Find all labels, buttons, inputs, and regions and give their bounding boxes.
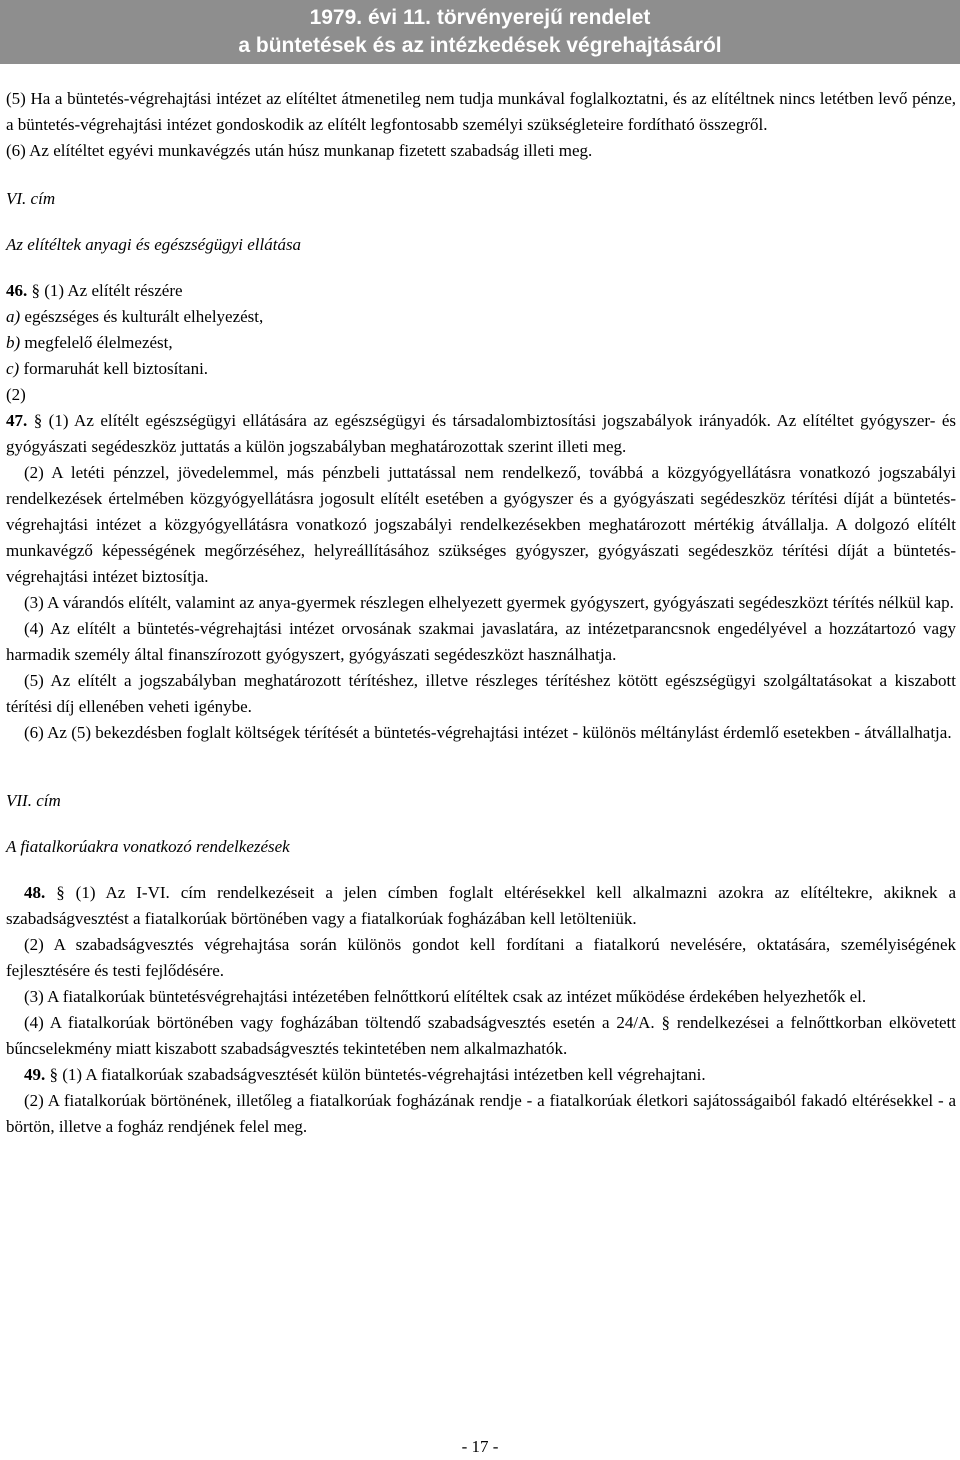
s45-paragraph-5: (5) Ha a büntetés-végrehajtási intézet az elítéltet átmenetileg nem tudja munkával foglalkoztatni, és az elítéltnek nincs letétben levő pénze, a büntetés-végrehajtási intézet gondoskodik az elítélt legfontosabb személyi szükségleteire fordítható összegről. [6,89,956,134]
page-number: - 17 - [461,1437,499,1456]
header-title-line2: a büntetések és az intézkedések végrehajtásáról [238,34,722,57]
s46-paragraph-1: 46. § (1) Az elítélt részére [6,281,183,300]
s46-point-c: c) formaruhát kell biztosítani. [6,359,209,378]
section-46-number: 46. [6,281,28,300]
s49-paragraph-1: 49. § (1) A fiatalkorúak szabadságvesztését külön büntetés-végrehajtási intézetben kell végrehajtani. [24,1065,706,1084]
s47-paragraph-3: (3) A várandós elítélt, valamint az anya-gyermek részlegen elhelyezett gyermek gyógyszert, gyógyászati segédeszközt térítés nélkül kap. [24,593,954,612]
chapter-6-number: VI. cím [6,189,56,208]
s45-paragraph-6: (6) Az elítéltet egyévi munkavégzés után húsz munkanap fizetett szabadság illeti meg. [6,141,593,160]
s47-paragraph-4: (4) Az elítélt a büntetés-végrehajtási intézet orvosának szakmai javaslatára, az intézetparancsnok engedélyével a hozzátartozó vagy harmadik személy által finanszírozott gyógyszert, gyógyászati segédeszközt használhatja. [6,619,956,664]
s47-paragraph-2: (2) A letéti pénzzel, jövedelemmel, más pénzbeli juttatással nem rendelkező, továbbá a közgyógyellátásra vonatkozó jogszabályi rendelkezések értelmében közgyógyellátásra jogosult elítélt esetében a gyógyszer és a gyógyászati segédeszköz térítési díját a büntetés-végrehajtási intézet a közgyógyellátásra vonatkozó jogszabályi rendelkezésekben meghatározott mértékig átvállalja. A dolgozó elítélt munkavégző képességének megőrzéséhez, helyreállításához szükséges gyógyszer, gyógyászati segédeszköz térítési díját a büntetés-végrehajtási intézet biztosítja. [6,463,956,586]
s47-paragraph-1: 47. § (1) Az elítélt egészségügyi ellátására az egészségügyi és társadalombiztosítási jogszabályok irányadók. Az elítéltet gyógyszer- és gyógyászati segédeszköz juttatás a külön jogszabályban meghatározottak szerint illeti meg. [6,411,956,456]
s46-point-a: a) egészséges és kulturált elhelyezést, [6,307,264,326]
chapter-6-title: Az elítéltek anyagi és egészségügyi ellátása [6,235,302,254]
section-49-number: 49. [24,1065,46,1084]
s46-point-b: b) megfelelő élelmezést, [6,333,173,352]
s48-paragraph-2: (2) A szabadságvesztés végrehajtása során különös gondot kell fordítani a fiatalkorú nevelésére, oktatására, személyiségének fejlesztésére és testi fejlődésére. [6,935,956,980]
s48-paragraph-4: (4) A fiatalkorúak börtönében vagy fogházában töltendő szabadságvesztés esetén a 24/A. § rendelkezései a felnőttkorban elkövetett bűncselekmény miatt kiszabott szabadságvesztés tekintetében nem alkalmazhatók. [6,1013,956,1058]
section-47-number: 47. [6,411,28,430]
s47-paragraph-5: (5) Az elítélt a jogszabályban meghatározott térítéshez, illetve részleges térítéshez kötött egészségügyi szolgáltatásokat a kiszabott térítési díj ellenében veheti igénybe. [6,671,956,716]
document-body [6,86,956,1140]
s49-paragraph-2: (2) A fiatalkorúak börtönének, illetőleg a fiatalkorúak fogházának rendje - a fiatalkorúak életkori sajátosságaiból fakadó eltérésekkel - a börtön, illetve a fogház rendjének felel meg. [6,1091,956,1136]
s46-paragraph-2: (2) [6,385,26,404]
s48-paragraph-1: 48. § (1) Az I-VI. cím rendelkezéseit a jelen címben foglalt eltérésekkel kell alkalmazni azokra az elítéltekre, akiknek a szabadságvesztést a fiatalkorúak börtönében vagy a fiatalkorúak fogházában kell letölteniük. [6,883,956,928]
chapter-7-title: A fiatalkorúakra vonatkozó rendelkezések [6,837,290,856]
section-48-number: 48. [24,883,46,902]
document-header [0,0,960,64]
s47-paragraph-6: (6) Az (5) bekezdésben foglalt költségek térítését a büntetés-végrehajtási intézet - különös méltánylást érdemlő esetekben - átvállalhatja. [24,723,952,742]
s48-paragraph-3: (3) A fiatalkorúak büntetésvégrehajtási intézetében felnőttkorú elítéltek csak az intézet működése érdekében helyezhetők el. [24,987,867,1006]
header-title-line1: 1979. évi 11. törvényerejű rendelet [309,6,651,29]
chapter-7-number: VII. cím [6,791,61,810]
